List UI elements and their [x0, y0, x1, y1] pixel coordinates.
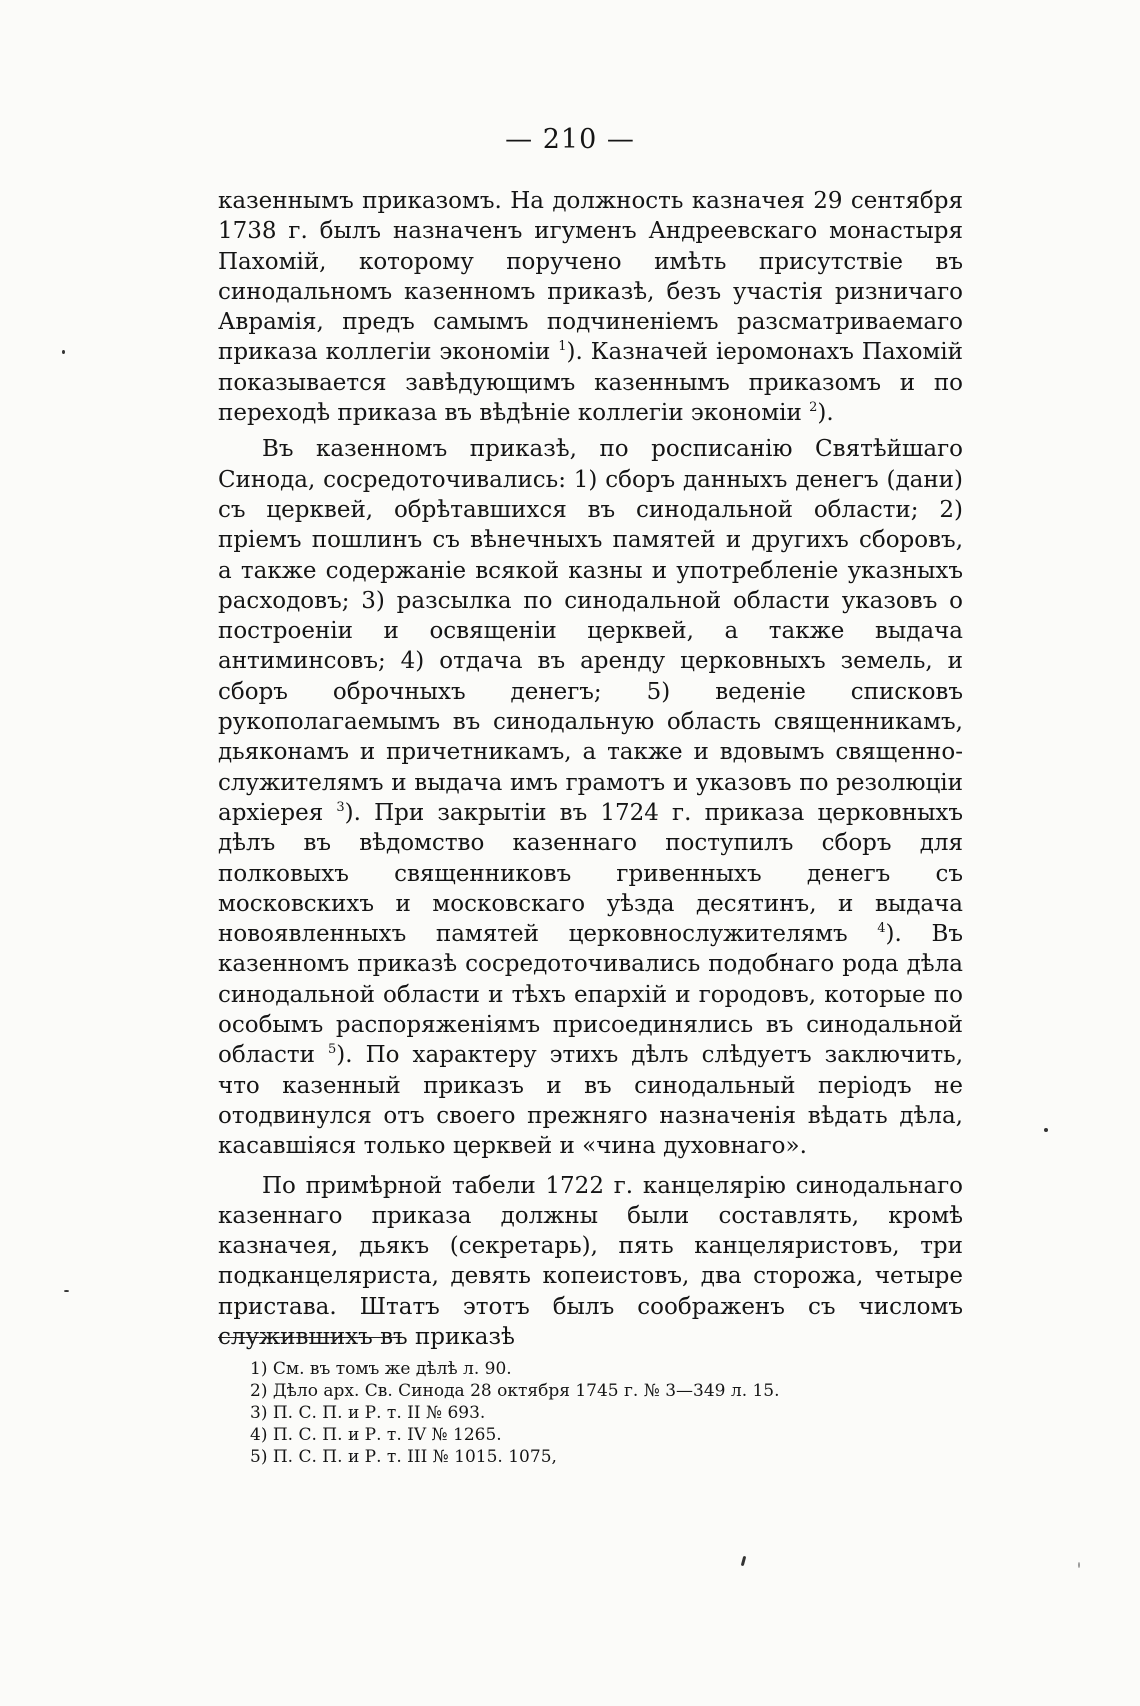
page-number: — 210 — — [505, 124, 635, 155]
paragraph-2-text-a: Въ казенномъ приказѣ, по росписанію Святѣйшаго Синода, сосредоточивались: 1) сборъ данныхъ денегъ (дани) съ церквей, обрѣтавшихся въ синодальной области; 2) пріемъ пошлинъ съ вѣнечныхъ памятей и другихъ сборовъ, а также содержаніе всякой казны и употребленіе указныхъ расходовъ; 3) разсылка по синодальной области указовъ о построеніи и освященіи церквей, а также выдача антиминсовъ; 4) отдача въ аренду церковныхъ земель, и сборъ оброчныхъ денегъ; 5) веденіе списковъ рукополагаемымъ въ синодальную область священникамъ, дьяконамъ и причетникамъ, а также и вдовымъ священно-служителямъ и выдача имъ грамотъ и указовъ по резолюціи архіерея — [218, 436, 963, 826]
scan-speck — [1044, 1128, 1048, 1132]
footnote-text: П. С. П. и Р. т. III № 1015. 1075, — [272, 1447, 557, 1467]
footnote-text: П. С. П. и Р. т. II № 693. — [272, 1403, 486, 1423]
paragraph-1-text-b: ). Казначей іеромонахъ Пахомій показывается завѣдующимъ казеннымъ приказомъ и по переходѣ приказа въ вѣдѣніе коллегіи экономіи — [218, 339, 963, 427]
paragraph-2-text-d: ). По характеру этихъ дѣлъ слѣдуетъ заключить, что казенный приказъ и въ синодальный періодъ не отодвинулся отъ своего прежняго назначенія вѣдать дѣла, касавшіяся только церквей и «чина духовнаго». — [218, 1042, 964, 1160]
footnotes — [250, 1358, 950, 1468]
footnote-4 — [250, 1424, 950, 1446]
footnote-ref-1[interactable]: 1 — [558, 339, 567, 355]
footnote-text: П. С. П. и Р. т. IV № 1265. — [272, 1425, 502, 1445]
footnote-mark: 4) — [250, 1425, 273, 1445]
footnote-mark: 3) — [250, 1403, 273, 1423]
footnote-1 — [250, 1358, 950, 1380]
scan-speck — [62, 350, 65, 354]
paragraph-1 — [218, 186, 963, 428]
paragraph-1-text-c: ). — [817, 400, 834, 427]
footnote-mark: 2) — [250, 1381, 273, 1401]
paragraph-3-text: По примѣрной табели 1722 г. канцелярію синодальнаго казеннаго приказа должны были составлять, кромѣ казначея, дьякъ (секретарь), пять канцеляристовъ, три подканцеляриста, девять копеистовъ, два сторожа, четыре пристава. Штатъ этотъ былъ соображенъ съ числомъ служившихъ въ приказѣ — [218, 1172, 963, 1350]
scan-speck — [1078, 1562, 1080, 1568]
paragraph-2-text-c: ). Въ казенномъ приказѣ сосредоточивались подобнаго рода дѣла синодальной области и тѣхъ епархій и городовъ, которые по особымъ распоряженіямъ присоединялись въ синодальной области — [218, 921, 963, 1069]
paragraph-2 — [218, 434, 963, 1161]
footnote-mark: 5) — [250, 1447, 273, 1467]
paragraph-1-text-a: казеннымъ приказомъ. На должность казначея 29 сентября 1738 г. былъ назначенъ игуменъ Андреевскаго монастыря Пахомій, которому поручено имѣть присутствіе въ синодальномъ казенномъ приказѣ, безъ участія ризничаго Аврамія, предъ самымъ подчиненіемъ разсматриваемаго приказа коллегіи экономіи — [218, 188, 963, 366]
footnote-5 — [250, 1446, 950, 1468]
footnote-divider — [218, 1337, 403, 1338]
footnote-ref-4[interactable]: 4 — [877, 921, 886, 937]
footnote-3 — [250, 1402, 950, 1424]
paragraph-2-text-b: ). При закрытіи въ 1724 г. приказа церковныхъ дѣлъ въ вѣдомство казеннаго поступилъ сборъ для полковыхъ священниковъ гривенныхъ денегъ съ московскихъ и московскаго уѣзда десятинъ, и выдача новоявленныхъ памятей церковнослужителямъ — [218, 799, 963, 948]
paragraph-3 — [218, 1171, 963, 1353]
footnote-2 — [250, 1380, 950, 1402]
scan-speck — [64, 1290, 69, 1292]
scan-speck — [741, 1556, 746, 1566]
footnote-text: См. въ томъ же дѣлѣ л. 90. — [272, 1359, 512, 1379]
footnote-ref-5[interactable]: 5 — [328, 1042, 337, 1058]
main-text — [218, 186, 963, 1352]
footnote-mark: 1) — [250, 1359, 273, 1379]
footnote-ref-2[interactable]: 2 — [809, 400, 818, 416]
footnote-text: Дѣло арх. Св. Синода 28 октября 1745 г. № 3—349 л. 15. — [272, 1381, 780, 1401]
footnote-ref-3[interactable]: 3 — [336, 799, 345, 815]
